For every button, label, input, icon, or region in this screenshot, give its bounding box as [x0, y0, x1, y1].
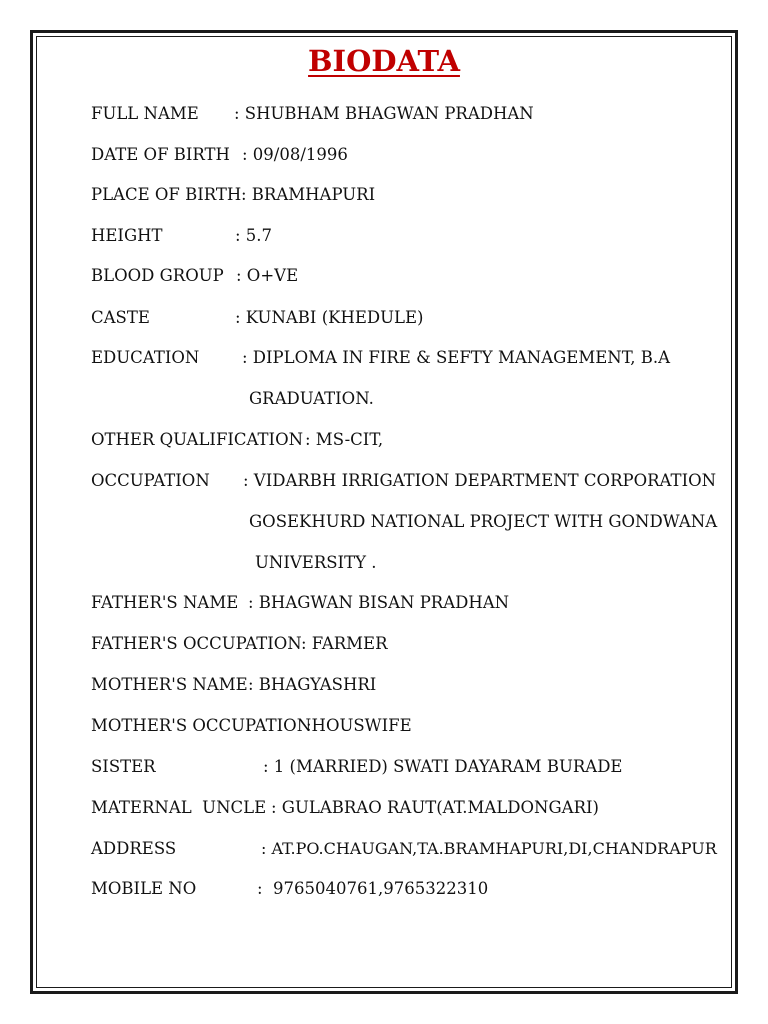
- place-of-birth-label: PLACE OF BIRTH: [91, 185, 242, 204]
- mobile-no-label: MOBILE NO: [91, 879, 197, 898]
- full-name-label: FULL NAME: [91, 104, 199, 123]
- mothers-name-label: MOTHER'S NAME: [91, 675, 248, 694]
- fathers-name-label: FATHER'S NAME: [91, 593, 239, 612]
- maternal-uncle-label: MATERNAL UNCLE: [91, 798, 267, 817]
- fathers-occupation-label: FATHER'S OCCUPATION: [91, 634, 302, 653]
- date-of-birth-value: : 09/08/1996: [242, 145, 348, 164]
- address-value: : AT.PO.CHAUGAN,TA.BRAMHAPURI,DI,CHANDRAPUR: [261, 839, 717, 858]
- sister-label: SISTER: [91, 757, 156, 776]
- other-qualification-label: OTHER QUALIFICATION: [91, 430, 304, 449]
- sister-value: : 1 (MARRIED) SWATI DAYARAM BURADE: [263, 757, 623, 776]
- mothers-occupation-value: :HOUSWIFE: [306, 716, 412, 735]
- mobile-no-value: : 9765040761,9765322310: [257, 879, 489, 898]
- blood-group-value: : O+VE: [236, 266, 299, 285]
- other-qualification-value: : MS-CIT,: [305, 430, 384, 449]
- occupation-value-line-3: UNIVERSITY .: [255, 553, 377, 572]
- caste-label: CASTE: [91, 308, 150, 327]
- place-of-birth-value: : BRAMHAPURI: [241, 185, 376, 204]
- occupation-value-line-2: GOSEKHURD NATIONAL PROJECT WITH GONDWANA: [249, 512, 718, 531]
- occupation-label: OCCUPATION: [91, 471, 210, 490]
- address-label: ADDRESS: [91, 839, 177, 858]
- fathers-occupation-value: : FARMER: [301, 634, 388, 653]
- mothers-occupation-label: MOTHER'S OCCUPATION: [91, 716, 312, 735]
- fathers-name-value: : BHAGWAN BISAN PRADHAN: [248, 593, 510, 612]
- full-name-value: : SHUBHAM BHAGWAN PRADHAN: [234, 104, 534, 123]
- maternal-uncle-value: : GULABRAO RAUT(AT.MALDONGARI): [271, 798, 599, 817]
- page-title: BIODATA: [308, 44, 460, 78]
- education-value-continued: GRADUATION.: [249, 389, 374, 408]
- height-label: HEIGHT: [91, 226, 163, 245]
- caste-value: : KUNABI (KHEDULE): [235, 308, 424, 327]
- education-label: EDUCATION: [91, 348, 200, 367]
- mothers-name-value: : BHAGYASHRI: [248, 675, 377, 694]
- occupation-value: : VIDARBH IRRIGATION DEPARTMENT CORPORATION: [243, 471, 717, 490]
- education-value: : DIPLOMA IN FIRE & SEFTY MANAGEMENT, B.A: [242, 348, 671, 367]
- date-of-birth-label: DATE OF BIRTH: [91, 145, 230, 164]
- height-value: : 5.7: [235, 226, 273, 245]
- blood-group-label: BLOOD GROUP: [91, 266, 224, 285]
